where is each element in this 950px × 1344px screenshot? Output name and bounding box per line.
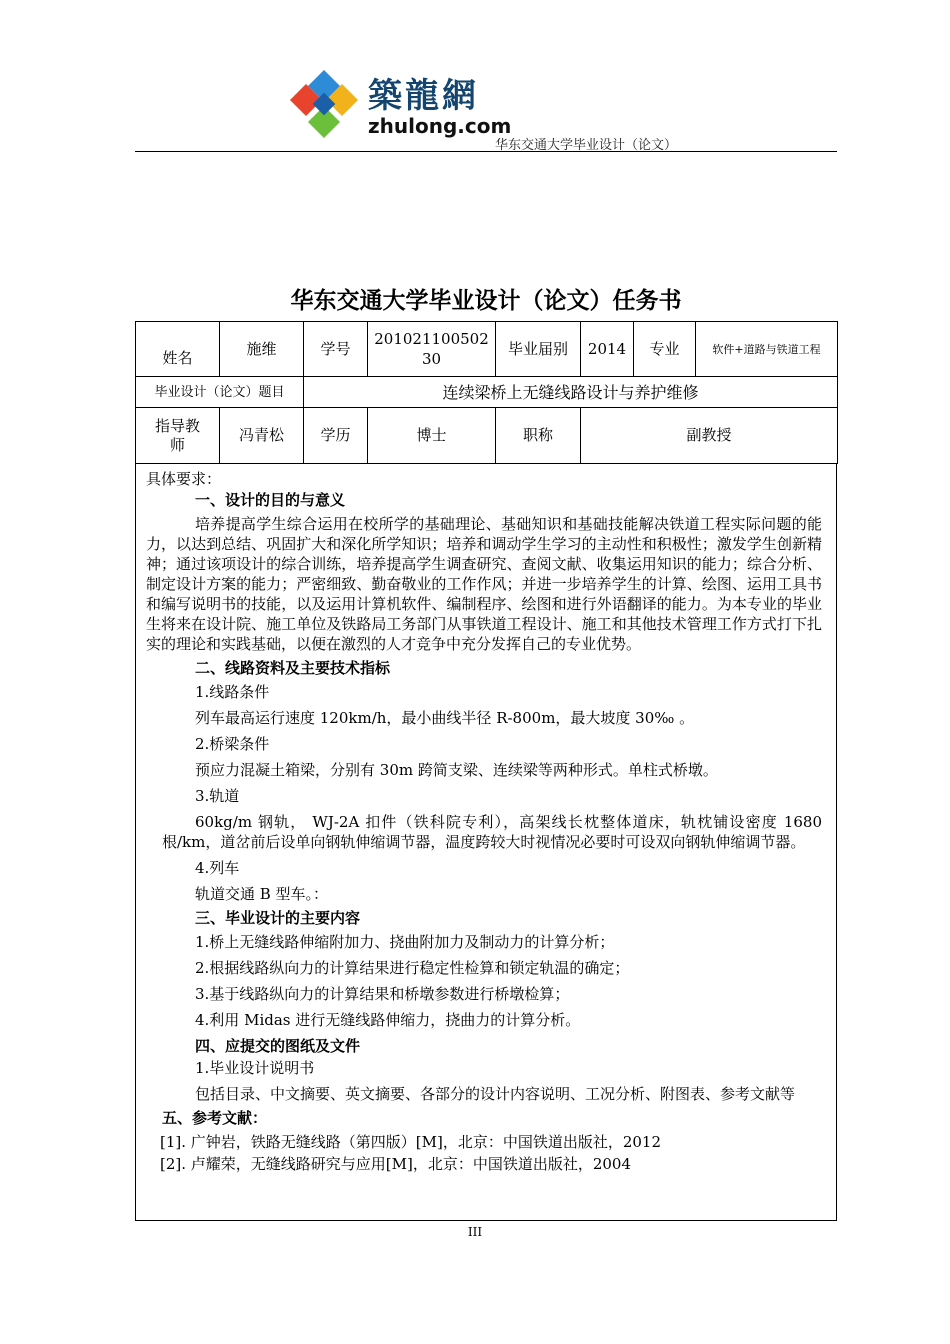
advisor-value: 冯青松: [220, 408, 304, 464]
section-2-2-body: 预应力混凝土箱梁，分别有 30m 跨简支梁、连续梁等两种形式。单柱式桥墩。: [195, 761, 718, 779]
major-label: 专业: [634, 322, 696, 377]
page-title: 华东交通大学毕业设计（论文）任务书: [290, 288, 682, 314]
section-2-2-heading: 2.桥梁条件: [195, 735, 270, 753]
header-divider: [135, 151, 837, 152]
section-2-4-body: 轨道交通 B 型车。：: [195, 885, 329, 903]
section-2-1-body: 列车最高运行速度 120km/h，最小曲线半径 R-800m，最大坡度 30‰ 。: [195, 709, 695, 727]
section-2-heading: 二、线路资料及主要技术指标: [195, 659, 391, 677]
graduation-year-label: 毕业届别: [496, 322, 581, 377]
section-4-1-heading: 1.毕业设计说明书: [195, 1059, 315, 1077]
thesis-topic-label: 毕业设计（论文）题目: [136, 377, 304, 408]
reference-item: [1]. 广钟岩，铁路无缝线路（第四版）[M]，北京：中国铁道出版社，2012: [160, 1133, 662, 1151]
requirements-intro: 具体要求：: [146, 470, 222, 488]
section-3-item: 1.桥上无缝线路伸缩附加力、挠曲附加力及制动力的计算分析；: [195, 933, 615, 951]
section-2-1-heading: 1.线路条件: [195, 683, 270, 701]
title-rank-label: 职称: [496, 408, 581, 464]
logo-chinese-text: 築龍網: [368, 76, 479, 116]
education-value: 博士: [368, 408, 496, 464]
section-3-item: 3.基于线路纵向力的计算结果和桥墩参数进行桥墩检算；: [195, 985, 570, 1003]
section-2-3-heading: 3.轨道: [195, 787, 240, 805]
major-value: 软件+道路与铁道工程: [696, 322, 838, 377]
thesis-topic-value: 连续梁桥上无缝线路设计与养护维修: [304, 377, 838, 408]
education-label: 学历: [304, 408, 368, 464]
logo-english-text: zhulong.com: [368, 114, 512, 138]
student-id-value: 20102110050230: [368, 322, 496, 377]
section-4-heading: 四、应提交的图纸及文件: [195, 1037, 361, 1055]
section-3-item: 4.利用 Midas 进行无缝线路伸缩力，挠曲力的计算分析。: [195, 1011, 581, 1029]
logo-mark-icon: [280, 66, 368, 148]
student-id-label: 学号: [304, 322, 368, 377]
requirements-box: [135, 463, 837, 1221]
section-2-3-body: 60kg/m 钢轨， WJ-2A 扣件（铁科院专利），高架线长枕整体道床，轨枕铺设密度 1680 根/km，道岔前后设单向钢轨伸缩调节器，温度跨较大时视情况必要时可设双向钢轨伸缩调节器。: [162, 813, 822, 851]
section-1-heading: 一、设计的目的与意义: [195, 491, 346, 509]
section-2-4-heading: 4.列车: [195, 859, 240, 877]
graduation-year-value: 2014: [581, 322, 634, 377]
info-table: [135, 321, 838, 464]
running-header: 华东交通大学毕业设计（论文）: [495, 138, 678, 153]
zhulong-logo: [280, 66, 512, 148]
section-3-item: 2.根据线路纵向力的计算结果进行稳定性检算和锁定轨温的确定；: [195, 959, 630, 977]
section-3-heading: 三、毕业设计的主要内容: [195, 909, 361, 927]
section-1-body: 培养提高学生综合运用在校所学的基础理论、基础知识和基础技能解决铁道工程实际问题的能力，以达到总结、巩固扩大和深化所学知识；培养和调动学生学习的主动性和积极性；激发学生创新精神；通过该项设计的综合训练，培养提高学生调查研究、查阅文献、收集运用知识的能力；综合分析、制定设计方案的能力；严密细致、勤奋敬业的工作作风；并进一步培养学生的计算、绘图、运用工具书和编写说明书的技能，以及运用计算机软件、编制程序、绘图和进行外语翻译的能力。为本专业的毕业生将来在设计院、施工单位及铁路局工务部门从事铁道工程设计、施工和其他技术管理工作方式打下扎实的理论和实践基础，以便在激烈的人才竞争中充分发挥自己的专业优势。: [146, 515, 822, 653]
section-5-heading: 五、参考文献：: [162, 1109, 268, 1127]
page-number: III: [467, 1225, 483, 1239]
name-label: 姓名: [136, 322, 220, 377]
section-4-1-body: 包括目录、中文摘要、英文摘要、各部分的设计内容说明、工况分析、附图表、参考文献等: [195, 1085, 796, 1103]
name-value: 施维: [220, 322, 304, 377]
advisor-label: 指导教师: [136, 408, 220, 464]
title-rank-value: 副教授: [581, 408, 838, 464]
reference-item: [2]. 卢耀荣，无缝线路研究与应用[M]，北京：中国铁道出版社，2004: [160, 1155, 632, 1173]
